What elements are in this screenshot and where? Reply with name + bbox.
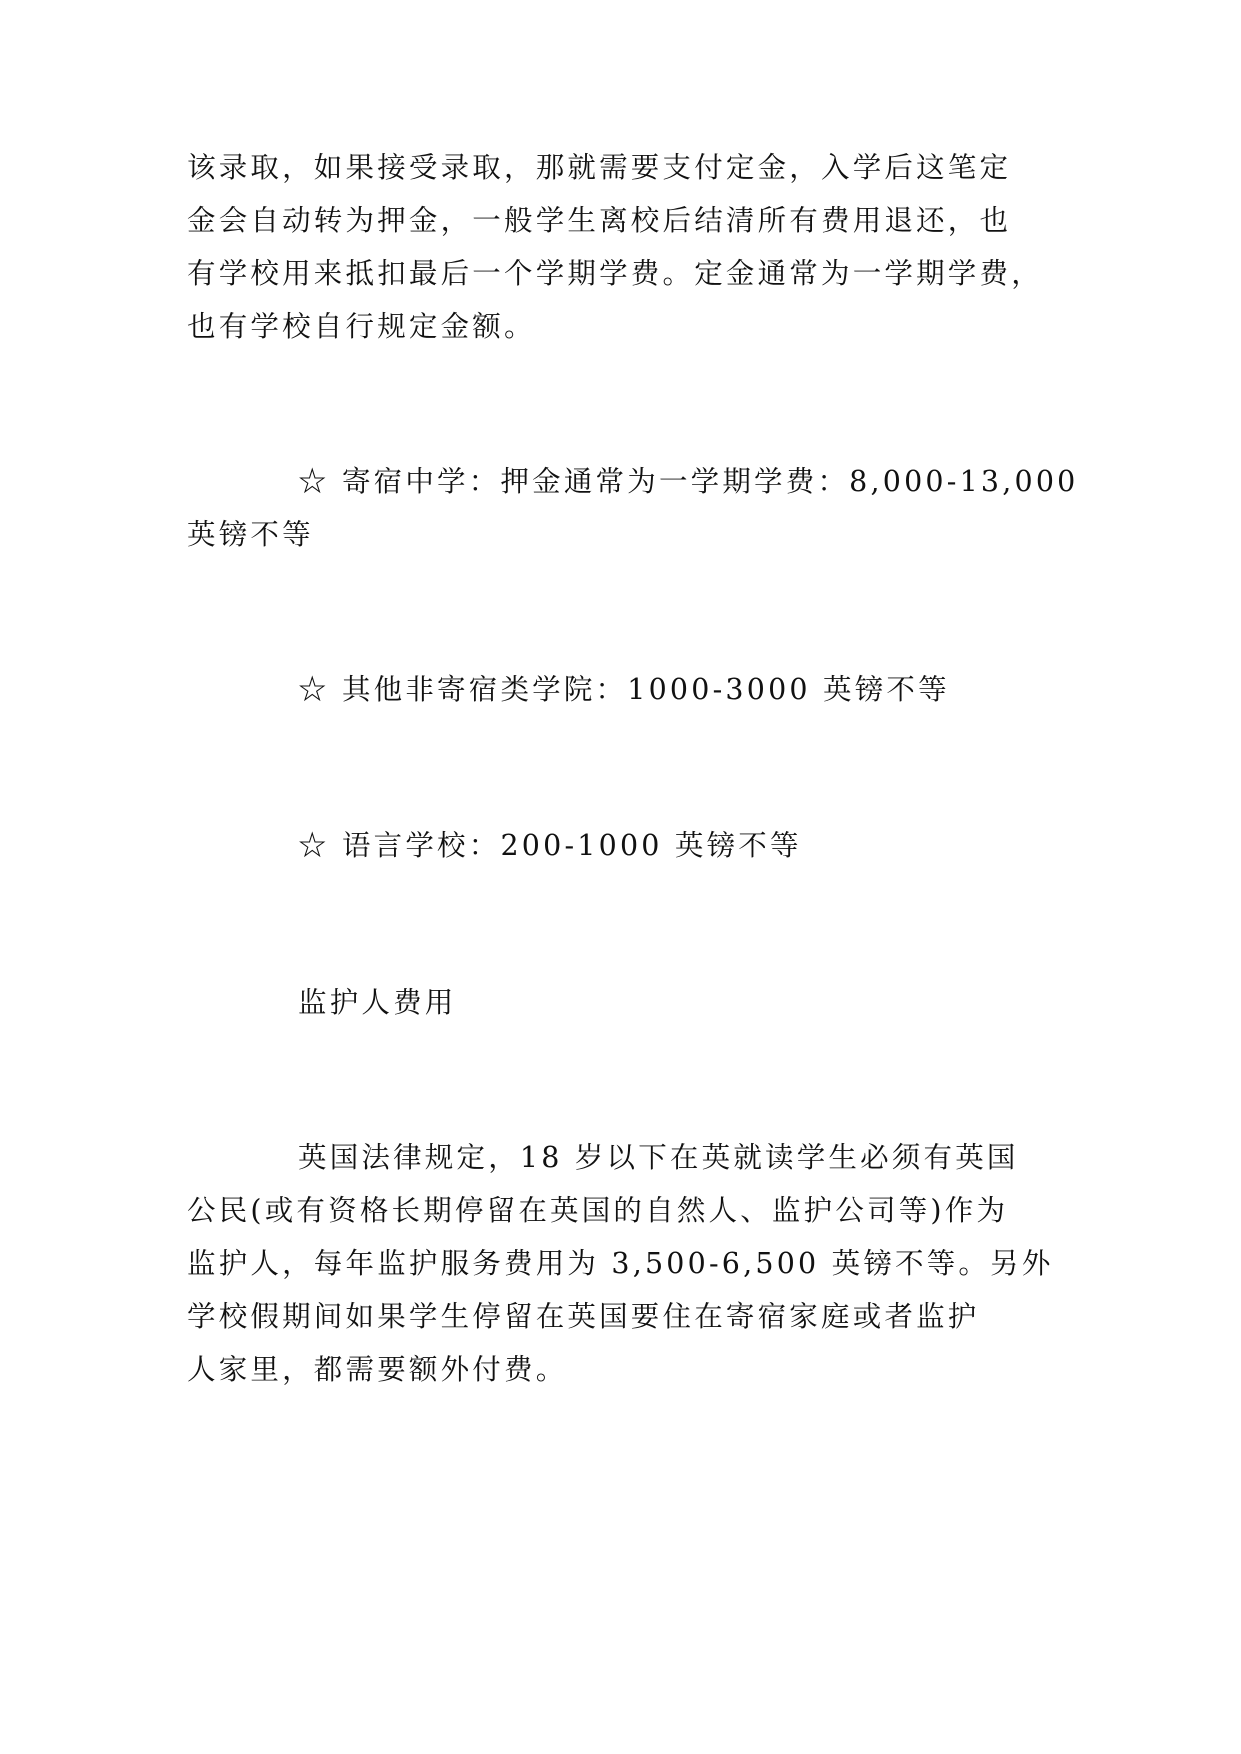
paragraph-line: 监护人，每年监护服务费用为 3,500-6,500 英镑不等。另外 (187, 1247, 1054, 1280)
paragraph-line: 学校假期间如果学生停留在英国要住在寄宿家庭或者监护 (187, 1300, 980, 1333)
paragraph-line: 公民(或有资格长期停留在英国的自然人、监护公司等)作为 (187, 1194, 1009, 1227)
paragraph-line: 该录取，如果接受录取，那就需要支付定金，入学后这笔定 (187, 151, 1012, 184)
bullet-language-school: ☆ 语言学校：200-1000 英镑不等 (298, 829, 802, 862)
paragraph-line: 也有学校自行规定金额。 (187, 310, 536, 343)
paragraph-line: 人家里，都需要额外付费。 (187, 1353, 568, 1386)
paragraph-line: 金会自动转为押金，一般学生离校后结清所有费用退还，也 (187, 204, 1012, 237)
paragraph-line: 有学校用来抵扣最后一个学期学费。定金通常为一学期学费， (187, 257, 1043, 290)
paragraph-line: 英国法律规定，18 岁以下在英就读学生必须有英国 (298, 1141, 1019, 1174)
bullet-non-boarding-college: ☆ 其他非寄宿类学院：1000-3000 英镑不等 (298, 673, 950, 706)
bullet-line: 英镑不等 (187, 518, 314, 551)
bullet-line: ☆ 寄宿中学：押金通常为一学期学费：8,000-13,000 (298, 465, 1079, 498)
section-heading-guardian-fees: 监护人费用 (298, 986, 457, 1019)
